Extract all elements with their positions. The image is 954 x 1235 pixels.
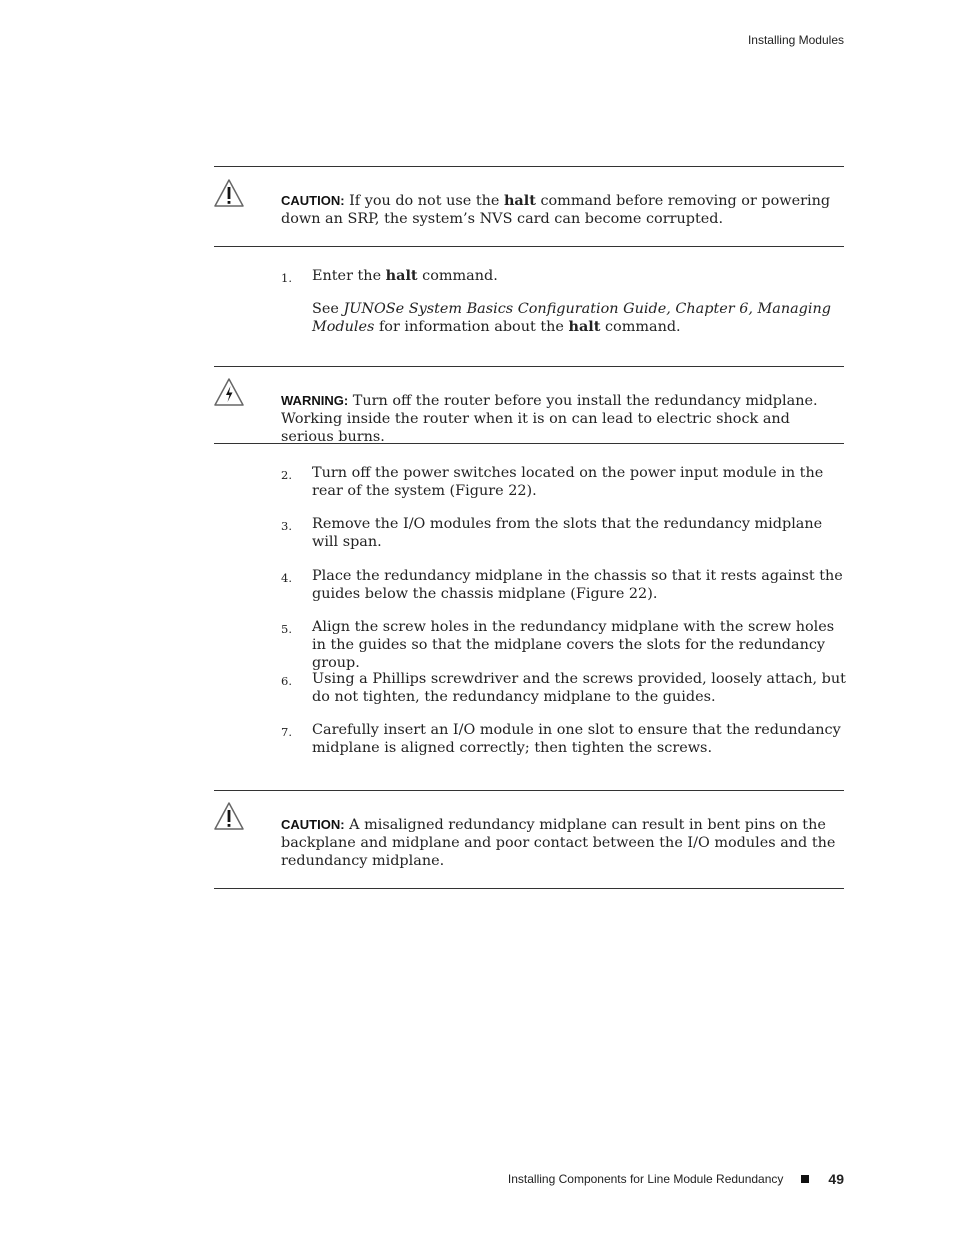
halt-command: halt bbox=[385, 267, 418, 284]
running-header: Installing Modules bbox=[747, 33, 844, 47]
caution-top-rule bbox=[214, 790, 844, 791]
step-item bbox=[281, 515, 846, 551]
caution-text: A misaligned redundancy midplane can result in bent pins on the backplane and midplane and poor contact between the I/O modules and the redundancy midplane. bbox=[281, 817, 836, 869]
page-number: 49 bbox=[828, 1171, 844, 1187]
halt-command: halt bbox=[568, 318, 601, 335]
warning-text: Turn off the router before you install the redundancy midplane. Working inside the router when it is on can lead to electric shock and serious burns. bbox=[281, 393, 818, 445]
step-text-before: Enter the bbox=[312, 268, 386, 284]
step-item bbox=[281, 618, 846, 672]
warning-notice bbox=[281, 392, 846, 446]
caution-notice bbox=[281, 816, 846, 870]
step-number: 1. bbox=[281, 271, 292, 285]
caution-icon bbox=[213, 801, 245, 831]
caution-text-after: command before removing or powering down an SRP, the system’s NVS card can become corrupted. bbox=[281, 193, 831, 227]
step-item bbox=[281, 464, 846, 500]
step-number: 3. bbox=[281, 519, 292, 533]
footer-chapter-title: Installing Components for Line Module Redundancy bbox=[507, 1172, 784, 1186]
caution-label: CAUTION: bbox=[281, 193, 345, 208]
step-item bbox=[281, 721, 846, 757]
step-item bbox=[281, 267, 846, 285]
step-text: Remove the I/O modules from the slots that the redundancy midplane will span. bbox=[312, 516, 823, 550]
step-number: 7. bbox=[281, 725, 292, 739]
step-item bbox=[281, 567, 846, 603]
reference-note bbox=[312, 300, 846, 336]
step-text: Carefully insert an I/O module in one slot to ensure that the redundancy midplane is aligned correctly; then tighten the screws. bbox=[312, 722, 841, 756]
warning-top-rule bbox=[214, 366, 844, 367]
step-text bbox=[312, 267, 846, 285]
step-text: Using a Phillips screwdriver and the screws provided, loosely attach, but do not tighten, the redundancy midplane to the guides. bbox=[312, 671, 846, 705]
note-end: command. bbox=[600, 319, 681, 335]
note-mid: for information about the bbox=[374, 319, 569, 335]
step-number: 5. bbox=[281, 622, 292, 636]
step-text: Place the redundancy midplane in the chassis so that it rests against the guides below the chassis midplane (Figure 22). bbox=[312, 568, 843, 602]
caution-notice bbox=[281, 192, 846, 228]
square-bullet-icon bbox=[801, 1175, 809, 1183]
step-text: Turn off the power switches located on the power input module in the rear of the system (Figure 22). bbox=[312, 465, 824, 499]
step-number: 6. bbox=[281, 674, 292, 688]
caution-bottom-rule bbox=[214, 246, 844, 247]
caution-label: CAUTION: bbox=[281, 817, 345, 832]
step-number: 2. bbox=[281, 468, 292, 482]
step-text-after: command. bbox=[417, 268, 498, 284]
halt-command: halt bbox=[503, 192, 536, 209]
caution-top-rule bbox=[214, 166, 844, 167]
warning-bottom-rule bbox=[214, 443, 844, 444]
caution-text-before: If you do not use the bbox=[344, 193, 504, 209]
note-see: See bbox=[312, 301, 344, 317]
step-item bbox=[281, 670, 846, 706]
guide-reference: JUNOSe System Basics Configuration Guide, Chapter 6, Managing Modules bbox=[312, 301, 831, 335]
running-footer bbox=[508, 1171, 844, 1187]
caution-icon bbox=[213, 178, 245, 208]
step-text: Align the screw holes in the redundancy midplane with the screw holes in the guides so that the midplane covers the slots for the redundancy group. bbox=[312, 619, 835, 671]
caution-bottom-rule bbox=[214, 888, 844, 889]
warning-label: WARNING: bbox=[281, 393, 349, 408]
warning-icon bbox=[213, 377, 245, 407]
step-number: 4. bbox=[281, 571, 292, 585]
